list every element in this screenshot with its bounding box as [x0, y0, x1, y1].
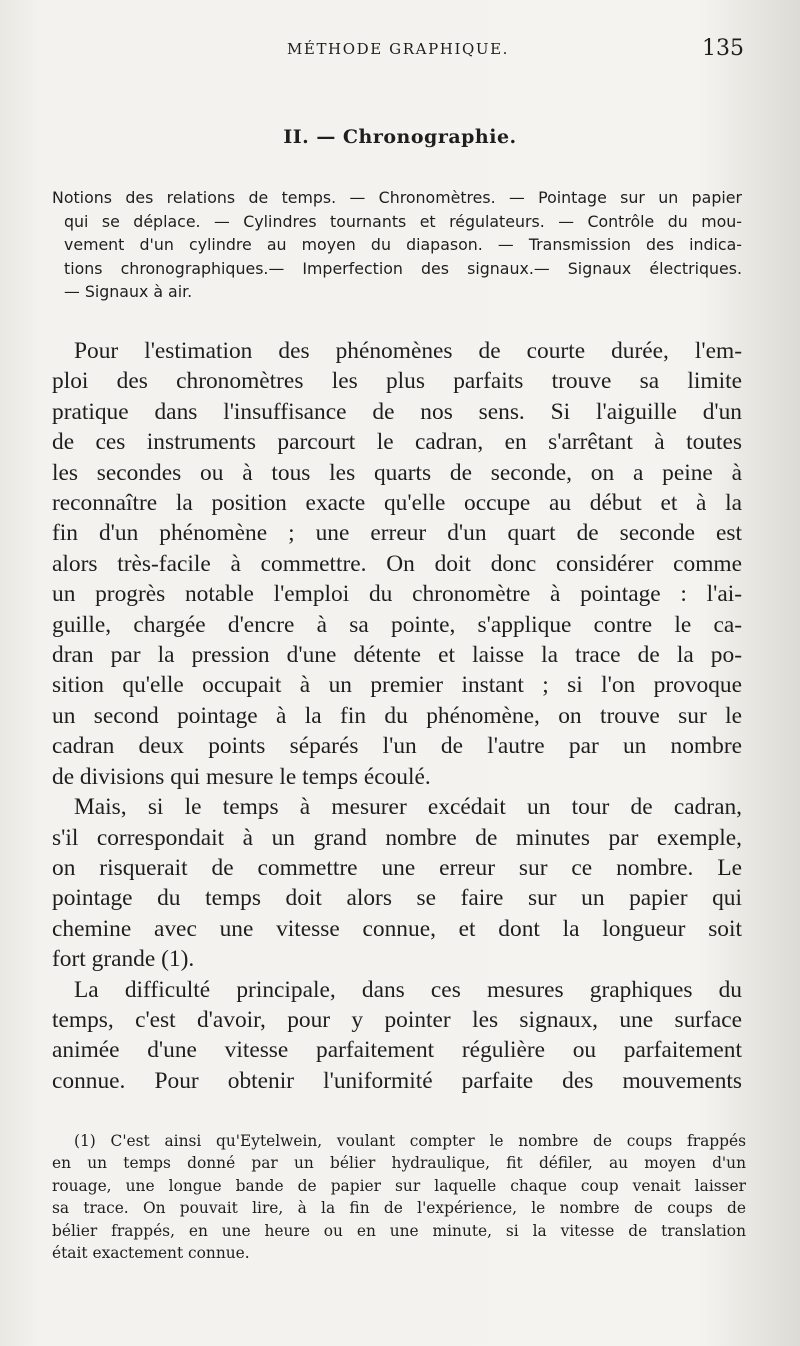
- paragraph: [52, 975, 742, 1097]
- section-summary: [52, 186, 742, 304]
- text-line: un progrès notable l'emploi du chronomètre à pointage : l'ai-: [52, 581, 742, 608]
- text-line: de divisions qui mesure le temps écoulé.: [52, 763, 431, 790]
- body-text: [52, 336, 742, 1096]
- text-line: reconnaître la position exacte qu'elle occupe au début et à la: [52, 490, 742, 517]
- text-line: La difficulté principale, dans ces mesures graphiques du: [74, 976, 742, 1003]
- text-line: fin d'un phénomène ; une erreur d'un quart de seconde est: [52, 520, 742, 547]
- text-line: animée d'une vitesse parfaitement régulière ou parfaitement: [52, 1037, 742, 1064]
- footnote-line: rouage, une longue bande de papier sur laquelle chaque coup venait laisser: [52, 1176, 746, 1195]
- running-title: MÉTHODE GRAPHIQUE.: [286, 40, 510, 58]
- text-line: alors très-facile à commettre. On doit donc considérer comme: [52, 550, 742, 577]
- summary-line: Notions des relations de temps. — Chronomètres. — Pointage sur un papier: [52, 188, 742, 207]
- footnote-line: bélier frappés, en une heure ou en une minute, si la vitesse de translation: [52, 1221, 746, 1240]
- summary-line: — Signaux à air.: [64, 282, 193, 302]
- text-line: temps, c'est d'avoir, pour y pointer les signaux, une surface: [52, 1006, 742, 1033]
- text-line: pratique dans l'insuffisance de nos sens. Si l'aiguille d'un: [52, 398, 742, 425]
- summary-line: tions chronographiques.— Imperfection des signaux.— Signaux électriques.: [64, 258, 742, 278]
- text-line: de ces instruments parcourt le cadran, en s'arrêtant à toutes: [52, 429, 742, 456]
- page-header: [52, 36, 744, 64]
- text-line: guille, chargée d'encre à sa pointe, s'applique contre le ca-: [52, 611, 742, 638]
- text-line: cadran deux points séparés l'un de l'autre par un nombre: [52, 733, 742, 760]
- summary-line: qui se déplace. — Cylindres tournants et régulateurs. — Contrôle du mou-: [64, 211, 742, 231]
- text-line: pointage du temps doit alors se faire sur un papier qui: [52, 885, 742, 912]
- footnote: [52, 1130, 746, 1264]
- text-line: un second pointage à la fin du phénomène, on trouve sur le: [52, 702, 742, 729]
- text-line: s'il correspondait à un grand nombre de minutes par exemple,: [52, 824, 742, 851]
- text-line: Pour l'estimation des phénomènes de courte durée, l'em-: [74, 338, 742, 364]
- section-heading: II. — Chronographie.: [283, 126, 517, 148]
- text-line: on risquerait de commettre une erreur sur ce nombre. Le: [52, 854, 742, 881]
- summary-line: vement d'un cylindre au moyen du diapason. — Transmission des indica-: [64, 235, 742, 255]
- text-line: ploi des chronomètres les plus parfaits trouve sa limite: [52, 368, 742, 395]
- text-line: chemine avec une vitesse connue, et dont la longueur soit: [52, 915, 742, 942]
- footnote-line: était exactement connue.: [52, 1244, 250, 1263]
- text-line: Mais, si le temps à mesurer excédait un tour de cadran,: [74, 794, 742, 821]
- paragraph: [52, 336, 742, 792]
- page-number: 135: [702, 36, 744, 61]
- footnote-line: sa trace. On pouvait lire, à la fin de l'expérience, le nombre de coups de: [52, 1199, 746, 1218]
- footnote-line: (1) C'est ainsi qu'Eytelwein, voulant compter le nombre de coups frappés: [74, 1132, 746, 1150]
- text-line: fort grande (1).: [52, 946, 195, 973]
- text-line: sition qu'elle occupait à un premier instant ; si l'on provoque: [52, 672, 742, 699]
- text-line: dran par la pression d'une détente et laisse la trace de la po-: [52, 642, 742, 669]
- footnote-line: en un temps donné par un bélier hydraulique, fit défiler, au moyen d'un: [52, 1154, 746, 1173]
- text-line: connue. Pour obtenir l'uniformité parfaite des mouvements: [52, 1067, 742, 1094]
- text-line: les secondes ou à tous les quarts de seconde, on a peine à: [52, 459, 742, 486]
- paragraph: [52, 792, 742, 974]
